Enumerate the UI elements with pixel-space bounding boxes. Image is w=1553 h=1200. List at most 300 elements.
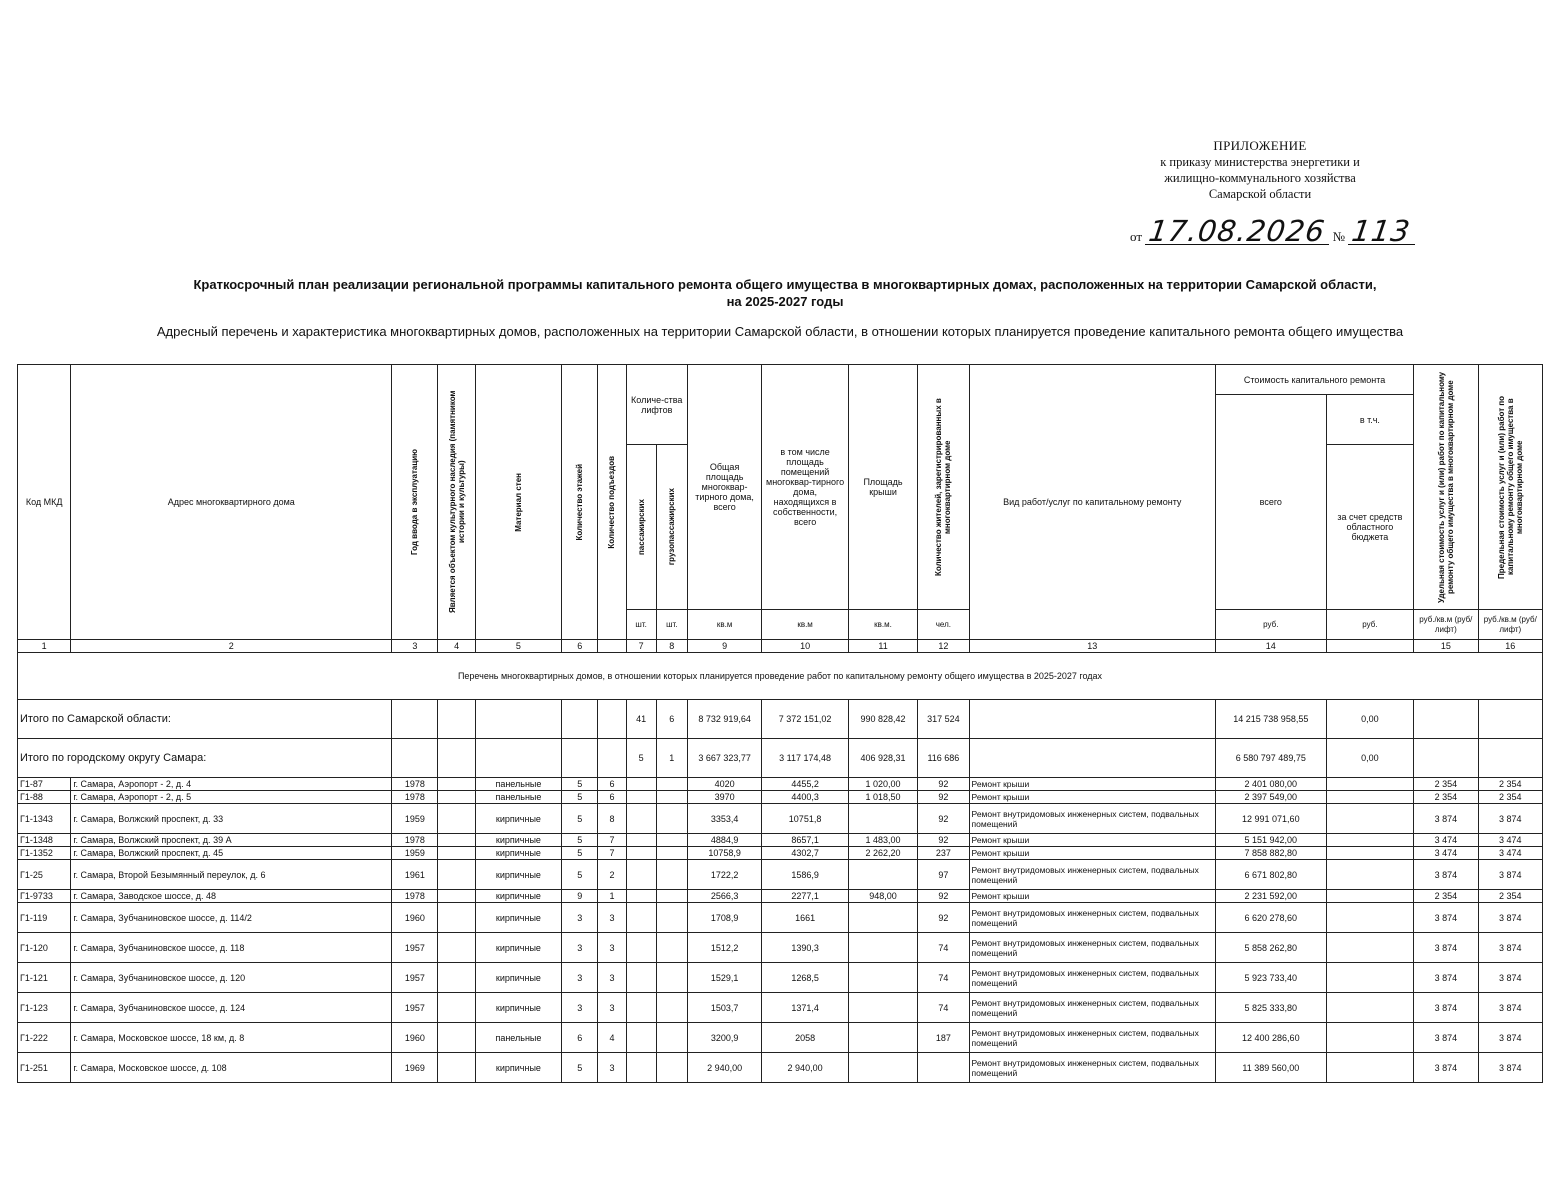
row-walls: панельные bbox=[475, 791, 562, 804]
row-work-type: Ремонт крыши bbox=[969, 890, 1215, 903]
unit-lifts-pass: шт. bbox=[626, 610, 656, 640]
row-max-cost: 3 874 bbox=[1478, 1023, 1542, 1053]
row-max-cost: 3 874 bbox=[1478, 993, 1542, 1023]
row-total-area: 1722,2 bbox=[687, 860, 761, 890]
row-walls: кирпичные bbox=[475, 903, 562, 933]
row-entrances: 3 bbox=[598, 993, 626, 1023]
row-roof-area: 1 018,50 bbox=[848, 791, 917, 804]
row-roof-area bbox=[848, 933, 917, 963]
row-owned-area: 4455,2 bbox=[762, 778, 849, 791]
total-cost: 6 580 797 489,75 bbox=[1215, 739, 1326, 778]
row-year: 1978 bbox=[392, 834, 438, 847]
row-unit-cost: 3 474 bbox=[1414, 834, 1478, 847]
order-date-number bbox=[1130, 214, 1415, 254]
row-roof-area bbox=[848, 903, 917, 933]
row-owned-area: 8657,1 bbox=[762, 834, 849, 847]
row-roof-area bbox=[848, 993, 917, 1023]
total-owned-area: 7 372 151,02 bbox=[762, 700, 849, 739]
table-row bbox=[18, 834, 1543, 847]
row-max-cost: 3 874 bbox=[1478, 1053, 1542, 1083]
row-heritage bbox=[438, 1023, 475, 1053]
row-floors: 3 bbox=[562, 933, 598, 963]
total-residents: 317 524 bbox=[918, 700, 969, 739]
row-total-area: 1529,1 bbox=[687, 963, 761, 993]
row-residents: 74 bbox=[918, 933, 969, 963]
empty-cell bbox=[562, 700, 598, 739]
row-owned-area: 1371,4 bbox=[762, 993, 849, 1023]
row-floors: 5 bbox=[562, 834, 598, 847]
row-cost-total: 5 923 733,40 bbox=[1215, 963, 1326, 993]
header-floors: Количество этажей bbox=[562, 365, 598, 640]
column-number: 6 bbox=[562, 640, 598, 653]
row-lifts-passenger bbox=[626, 860, 656, 890]
empty-cell bbox=[1414, 700, 1478, 739]
total-row bbox=[18, 739, 1543, 778]
row-residents: 92 bbox=[918, 804, 969, 834]
total-area: 3 667 323,77 bbox=[687, 739, 761, 778]
total-lifts-cargo: 1 bbox=[656, 739, 687, 778]
row-residents: 92 bbox=[918, 890, 969, 903]
row-roof-area bbox=[848, 1023, 917, 1053]
row-unit-cost: 3 474 bbox=[1414, 847, 1478, 860]
row-code: Г1-1348 bbox=[18, 834, 71, 847]
row-total-area: 10758,9 bbox=[687, 847, 761, 860]
row-floors: 5 bbox=[562, 860, 598, 890]
column-numbers-row bbox=[18, 640, 1543, 653]
table-row bbox=[18, 847, 1543, 860]
empty-cell bbox=[969, 739, 1215, 778]
row-max-cost: 3 474 bbox=[1478, 847, 1542, 860]
row-work-type: Ремонт внутридомовых инженерных систем, подвальных помещений bbox=[969, 860, 1215, 890]
row-address: г. Самара, Зубчаниновское шоссе, д. 120 bbox=[71, 963, 392, 993]
row-year: 1960 bbox=[392, 903, 438, 933]
row-total-area: 4884,9 bbox=[687, 834, 761, 847]
row-total-area: 2 940,00 bbox=[687, 1053, 761, 1083]
row-lifts-passenger bbox=[626, 993, 656, 1023]
plan-table bbox=[17, 364, 1543, 1083]
order-no-label: № bbox=[1332, 229, 1345, 244]
total-label: Итого по городскому округу Самара: bbox=[18, 739, 392, 778]
empty-cell bbox=[392, 739, 438, 778]
row-entrances: 4 bbox=[598, 1023, 626, 1053]
table-row bbox=[18, 993, 1543, 1023]
empty-cell bbox=[475, 700, 562, 739]
row-work-type: Ремонт крыши bbox=[969, 791, 1215, 804]
row-year: 1957 bbox=[392, 963, 438, 993]
row-walls: кирпичные bbox=[475, 890, 562, 903]
row-lifts-cargo bbox=[656, 933, 687, 963]
row-floors: 5 bbox=[562, 1053, 598, 1083]
section-title: Перечень многоквартирных домов, в отношении которых планируется проведение работ по капитальному ремонту общего имущества в 2025-2027 годах bbox=[18, 653, 1543, 700]
unit-roof-area: кв.м. bbox=[848, 610, 917, 640]
table-row bbox=[18, 933, 1543, 963]
row-work-type: Ремонт внутридомовых инженерных систем, подвальных помещений bbox=[969, 1053, 1215, 1083]
order-number: 113 bbox=[1349, 214, 1413, 248]
column-number: 10 bbox=[762, 640, 849, 653]
row-floors: 3 bbox=[562, 993, 598, 1023]
row-cost-budget bbox=[1326, 963, 1414, 993]
row-lifts-passenger bbox=[626, 903, 656, 933]
row-walls: кирпичные bbox=[475, 933, 562, 963]
row-cost-total: 5 825 333,80 bbox=[1215, 993, 1326, 1023]
row-year: 1957 bbox=[392, 993, 438, 1023]
row-total-area: 3200,9 bbox=[687, 1023, 761, 1053]
row-unit-cost: 3 874 bbox=[1414, 804, 1478, 834]
row-cost-budget bbox=[1326, 933, 1414, 963]
row-year: 1959 bbox=[392, 804, 438, 834]
unit-cost-budget: руб. bbox=[1326, 610, 1414, 640]
column-number bbox=[598, 640, 626, 653]
row-walls: кирпичные bbox=[475, 860, 562, 890]
row-max-cost: 3 874 bbox=[1478, 903, 1542, 933]
row-entrances: 3 bbox=[598, 903, 626, 933]
header-lifts: Количе-ства лифтов bbox=[626, 365, 687, 445]
row-address: г. Самара, Московское шоссе, 18 км, д. 8 bbox=[71, 1023, 392, 1053]
row-work-type: Ремонт крыши bbox=[969, 834, 1215, 847]
row-address: г. Самара, Заводское шоссе, д. 48 bbox=[71, 890, 392, 903]
row-cost-budget bbox=[1326, 791, 1414, 804]
row-code: Г1-119 bbox=[18, 903, 71, 933]
row-year: 1969 bbox=[392, 1053, 438, 1083]
row-max-cost: 2 354 bbox=[1478, 778, 1542, 791]
row-year: 1959 bbox=[392, 847, 438, 860]
total-area: 8 732 919,64 bbox=[687, 700, 761, 739]
row-max-cost: 2 354 bbox=[1478, 791, 1542, 804]
appendix-line-2: жилищно-коммунального хозяйства bbox=[1164, 171, 1356, 185]
row-code: Г1-25 bbox=[18, 860, 71, 890]
header-walls: Материал стен bbox=[475, 365, 562, 640]
row-cost-budget bbox=[1326, 993, 1414, 1023]
row-residents: 92 bbox=[918, 834, 969, 847]
unit-total-area: кв.м bbox=[687, 610, 761, 640]
row-unit-cost: 3 874 bbox=[1414, 903, 1478, 933]
row-roof-area bbox=[848, 804, 917, 834]
row-residents: 92 bbox=[918, 778, 969, 791]
row-entrances: 3 bbox=[598, 933, 626, 963]
row-owned-area: 2058 bbox=[762, 1023, 849, 1053]
row-address: г. Самара, Волжский проспект, д. 45 bbox=[71, 847, 392, 860]
column-number: 2 bbox=[71, 640, 392, 653]
row-floors: 5 bbox=[562, 791, 598, 804]
unit-cost-total: руб. bbox=[1215, 610, 1326, 640]
row-lifts-cargo bbox=[656, 890, 687, 903]
row-year: 1978 bbox=[392, 778, 438, 791]
table-row bbox=[18, 804, 1543, 834]
row-heritage bbox=[438, 804, 475, 834]
row-lifts-passenger bbox=[626, 847, 656, 860]
row-heritage bbox=[438, 791, 475, 804]
row-code: Г1-121 bbox=[18, 963, 71, 993]
row-work-type: Ремонт крыши bbox=[969, 778, 1215, 791]
row-work-type: Ремонт внутридомовых инженерных систем, подвальных помещений bbox=[969, 1023, 1215, 1053]
header-cost-total: всего bbox=[1215, 395, 1326, 610]
row-roof-area: 948,00 bbox=[848, 890, 917, 903]
row-cost-total: 5 858 262,80 bbox=[1215, 933, 1326, 963]
row-heritage bbox=[438, 1053, 475, 1083]
row-address: г. Самара, Аэропорт - 2, д. 5 bbox=[71, 791, 392, 804]
row-residents: 74 bbox=[918, 993, 969, 1023]
row-walls: кирпичные bbox=[475, 993, 562, 1023]
row-cost-total: 2 401 080,00 bbox=[1215, 778, 1326, 791]
row-max-cost: 3 874 bbox=[1478, 804, 1542, 834]
row-floors: 9 bbox=[562, 890, 598, 903]
row-code: Г1-9733 bbox=[18, 890, 71, 903]
row-year: 1960 bbox=[392, 1023, 438, 1053]
row-heritage bbox=[438, 834, 475, 847]
row-residents: 97 bbox=[918, 860, 969, 890]
row-lifts-cargo bbox=[656, 804, 687, 834]
row-lifts-passenger bbox=[626, 1053, 656, 1083]
column-number: 16 bbox=[1478, 640, 1542, 653]
row-walls: кирпичные bbox=[475, 847, 562, 860]
row-max-cost: 3 874 bbox=[1478, 963, 1542, 993]
row-roof-area bbox=[848, 963, 917, 993]
row-floors: 3 bbox=[562, 963, 598, 993]
row-entrances: 8 bbox=[598, 804, 626, 834]
row-cost-budget bbox=[1326, 890, 1414, 903]
row-code: Г1-120 bbox=[18, 933, 71, 963]
row-lifts-cargo bbox=[656, 993, 687, 1023]
row-cost-budget bbox=[1326, 804, 1414, 834]
row-total-area: 1503,7 bbox=[687, 993, 761, 1023]
row-cost-total: 11 389 560,00 bbox=[1215, 1053, 1326, 1083]
row-residents: 92 bbox=[918, 903, 969, 933]
row-max-cost: 3 874 bbox=[1478, 933, 1542, 963]
empty-cell bbox=[1478, 700, 1542, 739]
empty-cell bbox=[438, 739, 475, 778]
row-code: Г1-222 bbox=[18, 1023, 71, 1053]
appendix-line-1: к приказу министерства энергетики и bbox=[1160, 155, 1360, 169]
row-code: Г1-1352 bbox=[18, 847, 71, 860]
row-total-area: 1708,9 bbox=[687, 903, 761, 933]
row-cost-budget bbox=[1326, 834, 1414, 847]
header-entrances: Количество подъездов bbox=[598, 365, 626, 640]
row-owned-area: 1268,5 bbox=[762, 963, 849, 993]
total-cost-budget: 0,00 bbox=[1326, 739, 1414, 778]
row-walls: кирпичные bbox=[475, 834, 562, 847]
header-lifts-passenger: пассажирских bbox=[626, 445, 656, 610]
row-max-cost: 3 874 bbox=[1478, 860, 1542, 890]
row-total-area: 3970 bbox=[687, 791, 761, 804]
header-owned-area: в том числе площадь помещений многоквар-тирного дома, находящихся в собственности, всего bbox=[762, 365, 849, 610]
row-walls: кирпичные bbox=[475, 804, 562, 834]
table-row bbox=[18, 1023, 1543, 1053]
row-heritage bbox=[438, 778, 475, 791]
row-cost-budget bbox=[1326, 1053, 1414, 1083]
empty-cell bbox=[438, 700, 475, 739]
row-lifts-cargo bbox=[656, 1053, 687, 1083]
header-code: Код МКД bbox=[18, 365, 71, 640]
row-code: Г1-1343 bbox=[18, 804, 71, 834]
row-roof-area: 1 483,00 bbox=[848, 834, 917, 847]
row-cost-budget bbox=[1326, 1023, 1414, 1053]
row-lifts-passenger bbox=[626, 890, 656, 903]
row-floors: 5 bbox=[562, 804, 598, 834]
row-walls: кирпичные bbox=[475, 1053, 562, 1083]
empty-cell bbox=[1414, 739, 1478, 778]
row-code: Г1-87 bbox=[18, 778, 71, 791]
row-cost-budget bbox=[1326, 860, 1414, 890]
empty-cell bbox=[562, 739, 598, 778]
row-work-type: Ремонт крыши bbox=[969, 847, 1215, 860]
row-owned-area: 2277,1 bbox=[762, 890, 849, 903]
row-walls: панельные bbox=[475, 778, 562, 791]
appendix-heading: ПРИЛОЖЕНИЕ bbox=[1213, 138, 1307, 153]
row-unit-cost: 3 874 bbox=[1414, 993, 1478, 1023]
row-lifts-cargo bbox=[656, 963, 687, 993]
unit-unit-cost: руб./кв.м (руб/лифт) bbox=[1414, 610, 1478, 640]
unit-max-cost: руб./кв.м (руб/лифт) bbox=[1478, 610, 1542, 640]
row-floors: 5 bbox=[562, 778, 598, 791]
row-year: 1957 bbox=[392, 933, 438, 963]
row-unit-cost: 2 354 bbox=[1414, 778, 1478, 791]
row-address: г. Самара, Второй Безымянный переулок, д. 6 bbox=[71, 860, 392, 890]
total-owned-area: 3 117 174,48 bbox=[762, 739, 849, 778]
total-lifts-passenger: 41 bbox=[626, 700, 656, 739]
row-roof-area bbox=[848, 860, 917, 890]
table-row bbox=[18, 903, 1543, 933]
table-row bbox=[18, 1053, 1543, 1083]
row-code: Г1-251 bbox=[18, 1053, 71, 1083]
column-number: 1 bbox=[18, 640, 71, 653]
row-code: Г1-88 bbox=[18, 791, 71, 804]
row-residents: 187 bbox=[918, 1023, 969, 1053]
order-from-label: от bbox=[1130, 229, 1143, 244]
row-cost-total: 12 400 286,60 bbox=[1215, 1023, 1326, 1053]
total-lifts-passenger: 5 bbox=[626, 739, 656, 778]
row-floors: 5 bbox=[562, 847, 598, 860]
empty-cell bbox=[598, 739, 626, 778]
total-roof-area: 990 828,42 bbox=[848, 700, 917, 739]
row-entrances: 6 bbox=[598, 778, 626, 791]
row-cost-total: 5 151 942,00 bbox=[1215, 834, 1326, 847]
row-cost-budget bbox=[1326, 847, 1414, 860]
row-cost-total: 12 991 071,60 bbox=[1215, 804, 1326, 834]
row-heritage bbox=[438, 860, 475, 890]
row-entrances: 1 bbox=[598, 890, 626, 903]
table-row bbox=[18, 890, 1543, 903]
column-number: 4 bbox=[438, 640, 475, 653]
order-date: 17.08.2026 bbox=[1146, 214, 1328, 248]
unit-lifts-cargo: шт. bbox=[656, 610, 687, 640]
column-number: 12 bbox=[918, 640, 969, 653]
column-number: 15 bbox=[1414, 640, 1478, 653]
row-address: г. Самара, Волжский проспект, д. 39 А bbox=[71, 834, 392, 847]
row-lifts-passenger bbox=[626, 791, 656, 804]
header-cost-incl: в т.ч. bbox=[1326, 395, 1414, 445]
row-work-type: Ремонт внутридомовых инженерных систем, подвальных помещений bbox=[969, 993, 1215, 1023]
column-number bbox=[1326, 640, 1414, 653]
appendix-block bbox=[1110, 138, 1410, 202]
column-number: 9 bbox=[687, 640, 761, 653]
row-total-area: 1512,2 bbox=[687, 933, 761, 963]
table-row bbox=[18, 791, 1543, 804]
table-row bbox=[18, 778, 1543, 791]
row-lifts-cargo bbox=[656, 860, 687, 890]
row-roof-area bbox=[848, 1053, 917, 1083]
row-residents: 237 bbox=[918, 847, 969, 860]
row-address: г. Самара, Московское шоссе, д. 108 bbox=[71, 1053, 392, 1083]
row-entrances: 7 bbox=[598, 847, 626, 860]
total-cost: 14 215 738 958,55 bbox=[1215, 700, 1326, 739]
row-cost-total: 7 858 882,80 bbox=[1215, 847, 1326, 860]
row-lifts-cargo bbox=[656, 778, 687, 791]
row-cost-budget bbox=[1326, 778, 1414, 791]
document-title-line-1: Краткосрочный план реализации региональной программы капитального ремонта общего имущества в многоквартирных домах, расположенных на территории Самарской области, bbox=[193, 277, 1377, 292]
row-address: г. Самара, Зубчаниновское шоссе, д. 118 bbox=[71, 933, 392, 963]
row-owned-area: 10751,8 bbox=[762, 804, 849, 834]
header-cost: Стоимость капитального ремонта bbox=[1215, 365, 1413, 395]
empty-cell bbox=[392, 700, 438, 739]
header-roof-area: Площадь крыши bbox=[848, 365, 917, 610]
row-lifts-cargo bbox=[656, 791, 687, 804]
row-lifts-cargo bbox=[656, 834, 687, 847]
row-year: 1961 bbox=[392, 860, 438, 890]
row-walls: кирпичные bbox=[475, 963, 562, 993]
column-number: 7 bbox=[626, 640, 656, 653]
row-entrances: 7 bbox=[598, 834, 626, 847]
row-cost-total: 6 671 802,80 bbox=[1215, 860, 1326, 890]
row-heritage bbox=[438, 847, 475, 860]
total-row bbox=[18, 700, 1543, 739]
header-residents: Количество жителей, зарегистрированных в многоквартирном доме bbox=[918, 365, 969, 610]
row-unit-cost: 3 874 bbox=[1414, 933, 1478, 963]
table-row bbox=[18, 963, 1543, 993]
row-heritage bbox=[438, 993, 475, 1023]
row-unit-cost: 3 874 bbox=[1414, 963, 1478, 993]
column-number: 14 bbox=[1215, 640, 1326, 653]
row-unit-cost: 2 354 bbox=[1414, 791, 1478, 804]
header-address: Адрес многоквартирного дома bbox=[71, 365, 392, 640]
header-year: Год ввода в эксплуатацию bbox=[392, 365, 438, 640]
row-unit-cost: 3 874 bbox=[1414, 1023, 1478, 1053]
section-row bbox=[18, 653, 1543, 700]
header-cost-budget: за счет средств областного бюджета bbox=[1326, 445, 1414, 610]
row-code: Г1-123 bbox=[18, 993, 71, 1023]
empty-cell bbox=[1478, 739, 1542, 778]
row-entrances: 3 bbox=[598, 963, 626, 993]
row-floors: 3 bbox=[562, 903, 598, 933]
header-work-type: Вид работ/услуг по капитальному ремонту bbox=[969, 365, 1215, 640]
row-cost-total: 2 231 592,00 bbox=[1215, 890, 1326, 903]
row-address: г. Самара, Зубчаниновское шоссе, д. 124 bbox=[71, 993, 392, 1023]
total-roof-area: 406 928,31 bbox=[848, 739, 917, 778]
table-row bbox=[18, 860, 1543, 890]
column-number: 11 bbox=[848, 640, 917, 653]
row-roof-area: 2 262,20 bbox=[848, 847, 917, 860]
row-total-area: 3353,4 bbox=[687, 804, 761, 834]
row-residents: 92 bbox=[918, 791, 969, 804]
row-year: 1978 bbox=[392, 890, 438, 903]
document-title bbox=[120, 276, 1450, 310]
row-residents: 74 bbox=[918, 963, 969, 993]
header-max-cost: Предельная стоимость услуг и (или) работ по капитальному ремонту общего имущества в многоквартирном доме bbox=[1478, 365, 1542, 610]
row-year: 1978 bbox=[392, 791, 438, 804]
column-number: 13 bbox=[969, 640, 1215, 653]
row-heritage bbox=[438, 933, 475, 963]
row-address: г. Самара, Волжский проспект, д. 33 bbox=[71, 804, 392, 834]
column-number: 3 bbox=[392, 640, 438, 653]
row-lifts-passenger bbox=[626, 1023, 656, 1053]
row-lifts-cargo bbox=[656, 1023, 687, 1053]
empty-cell bbox=[969, 700, 1215, 739]
row-total-area: 2566,3 bbox=[687, 890, 761, 903]
unit-residents: чел. bbox=[918, 610, 969, 640]
row-roof-area: 1 020,00 bbox=[848, 778, 917, 791]
row-lifts-passenger bbox=[626, 804, 656, 834]
row-heritage bbox=[438, 963, 475, 993]
row-lifts-passenger bbox=[626, 933, 656, 963]
